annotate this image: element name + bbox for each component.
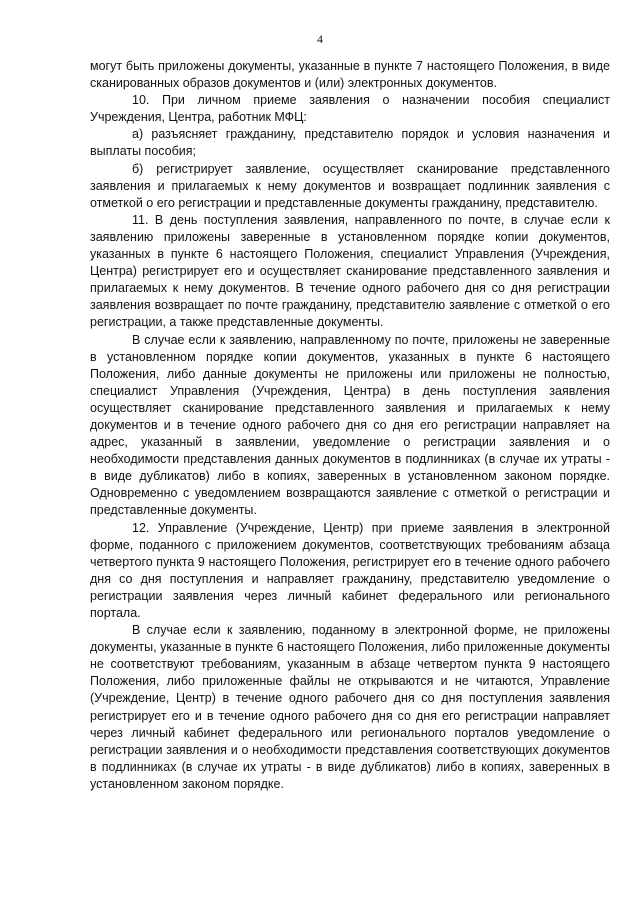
- paragraph-subitem-a: а) разъясняет гражданину, представителю порядок и условия назначения и выплаты пособия;: [90, 127, 610, 159]
- paragraph-item-12-case: В случае если к заявлению, поданному в электронной форме, не приложены документы, указанные в пункте 6 настоящего Положения, либо приложенные документы не соответствуют требованиям, указанным в абзаце четвертом пункта 9 настоящего Положения, либо приложенные файлы не открываются и не читаются, Управление (Учреждение, Центр) в течение одного рабочего дня со дня поступления заявления регистрирует его и в течение одного рабочего дня со дня его регистрации направляет через личный кабинет федерального или регионального порталов уведомление о регистрации заявления и о необходимости представления соответствующих документов в подлинниках (в случае их утраты - в виде дубликатов) либо в копиях, заверенных в установленном законом порядке.: [90, 623, 610, 791]
- paragraph-item-11-case: В случае если к заявлению, направленному по почте, приложены не заверенные в установленном порядке копии документов, указанных в пункте 6 настоящего Положения, либо данные документы не приложены или приложены не полностью, специалист Управления (Учреждения, Центра) в день поступления заявления осуществляет сканирование представленного заявления и прилагаемых к нему документов и в течение одного рабочего дня со дня его регистрации направляет на адрес, указанный в заявлении, уведомление о регистрации заявления и о необходимости представления данных документов в подлинниках (в случае их утраты - в виде дубликатов) либо в копиях, заверенных в установленном законом порядке. Одновременно с уведомлением возвращаются заявление с отметкой о регистрации и представленные документы.: [90, 332, 610, 518]
- paragraph-item-11: 11. В день поступления заявления, направленного по почте, в случае если к заявлению приложены заверенные в установленном порядке копии документов, указанных в пункте 6 настоящего Положения, специалист Управления (Учреждения, Центра) регистрирует его и осуществляет сканирование представленного заявления и прилагаемых к нему документов. В течение одного рабочего дня со дня регистрации заявления возвращает по почте гражданину, представителю заявление с отметкой о его регистрации, а также представленные документы.: [90, 212, 610, 330]
- paragraph-subitem-b: б) регистрирует заявление, осуществляет сканирование представленного заявления и прилагаемых к нему документов и возвращает подлинник заявления с отметкой о его регистрации и представленные документы гражданину, представителю.: [90, 161, 610, 210]
- paragraph-item-12: 12. Управление (Учреждение, Центр) при приеме заявления в электронной форме, поданного с приложением документов, соответствующих требованиям абзаца четвертого пункта 9 настоящего Положения, регистрирует его в течение одного рабочего дня со дня поступления и направляет гражданину, представителю уведомление о регистрации заявления через личный кабинет федерального или регионального портала.: [90, 520, 610, 620]
- page-number: 4: [317, 32, 323, 46]
- paragraph-item-10: 10. При личном приеме заявления о назначении пособия специалист Учреждения, Центра, работник МФЦ:: [90, 93, 610, 125]
- paragraph-continuation: могут быть приложены документы, указанные в пункте 7 настоящего Положения, в виде сканированных образов документов и (или) электронных документов.: [90, 59, 610, 91]
- document-body: [90, 58, 610, 793]
